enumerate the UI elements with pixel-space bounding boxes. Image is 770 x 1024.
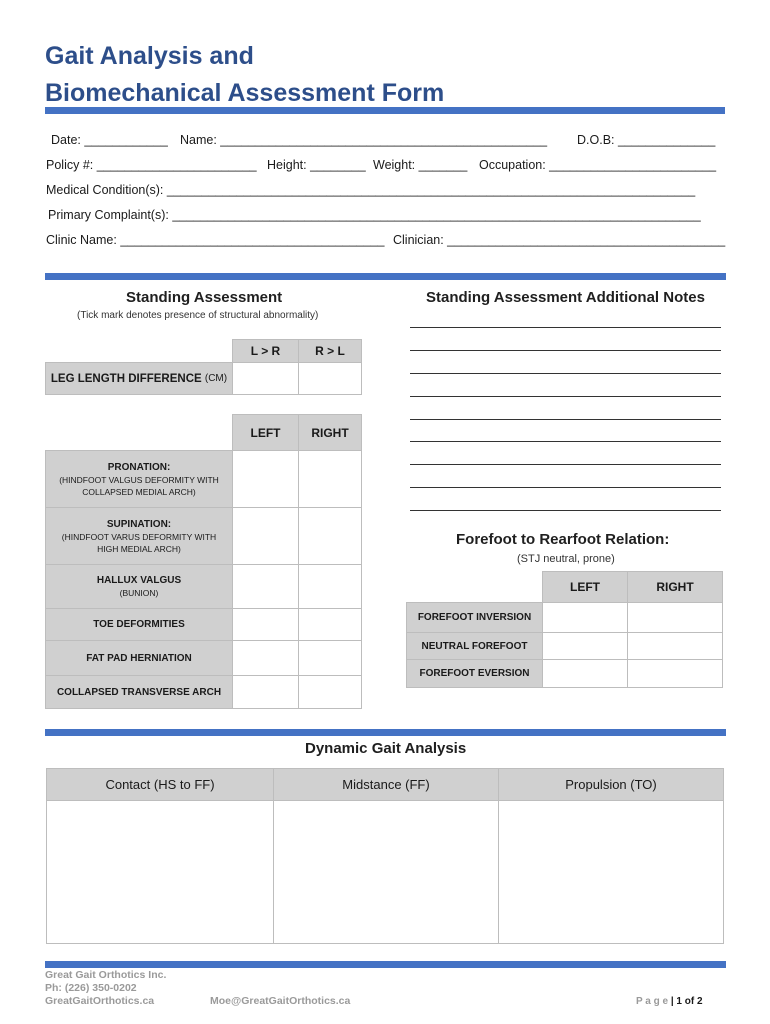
leg-header-r-gt-l: R > L [298, 339, 362, 363]
note-line[interactable] [410, 487, 721, 488]
row-label: FOREFOOT INVERSION [417, 612, 532, 623]
note-line[interactable] [410, 419, 721, 420]
note-line[interactable] [410, 350, 721, 351]
forefoot-row-neutral [406, 632, 543, 660]
abn-header-left: LEFT [232, 414, 299, 451]
weight-field[interactable]: Weight: _______ [373, 158, 468, 172]
supination-right-cell[interactable] [298, 507, 362, 565]
row-sublabel-1: (BUNION) [119, 588, 159, 598]
title-divider [45, 107, 725, 114]
row-sublabel-2: HIGH MEDIAL ARCH) [97, 543, 181, 554]
hallux-right-cell[interactable] [298, 564, 362, 609]
dynamic-header-midstance: Midstance (FF) [273, 768, 499, 801]
midstance-notes-cell[interactable] [273, 800, 499, 944]
row-fat-pad-herniation [45, 640, 233, 676]
notes-title: Standing Assessment Additional Notes [426, 289, 705, 306]
dynamic-header-contact: Contact (HS to FF) [46, 768, 274, 801]
neutral-right-cell[interactable] [627, 632, 723, 660]
title-line-2: Biomechanical Assessment Form [45, 79, 445, 107]
toe-right-cell[interactable] [298, 608, 362, 641]
page-word: P a g e [636, 996, 669, 1007]
dob-field[interactable]: D.O.B: ______________ [577, 133, 716, 147]
leg-length-unit: (CM) [204, 373, 228, 384]
footer-website[interactable]: GreatGaitOrthotics.ca [45, 995, 155, 1007]
row-label: PRONATION: [107, 461, 171, 473]
contact-notes-cell[interactable] [46, 800, 274, 944]
row-label: HALLUX VALGUS [96, 575, 182, 586]
row-hallux-valgus [45, 564, 233, 609]
clinician-field[interactable]: Clinician: ________________________________________ [393, 233, 726, 247]
leg-header-l-gt-r: L > R [232, 339, 299, 363]
section-divider-1 [45, 273, 726, 280]
toe-left-cell[interactable] [232, 608, 299, 641]
standing-assessment-subtitle: (Tick mark denotes presence of structural abnormality) [77, 310, 319, 321]
pronation-left-cell[interactable] [232, 450, 299, 508]
name-field[interactable]: Name: _______________________________________________ [180, 133, 548, 147]
abn-header-right: RIGHT [298, 414, 362, 451]
row-label: SUPINATION: [106, 518, 172, 530]
row-toe-deformities [45, 608, 233, 641]
page-number: | 1 of 2 [670, 996, 703, 1007]
forefoot-subtitle: (STJ neutral, prone) [517, 553, 615, 565]
occupation-field[interactable]: Occupation: ________________________ [479, 158, 717, 172]
dynamic-title: Dynamic Gait Analysis [305, 740, 467, 757]
row-label: TOE DEFORMITIES [93, 619, 185, 630]
row-label: FAT PAD HERNIATION [86, 652, 192, 664]
eversion-left-cell[interactable] [542, 659, 628, 688]
note-line[interactable] [410, 327, 721, 328]
row-sublabel-2: COLLAPSED MEDIAL ARCH) [82, 486, 196, 497]
neutral-left-cell[interactable] [542, 632, 628, 660]
leg-length-label [45, 362, 233, 395]
forefoot-title: Forefoot to Rearfoot Relation: [456, 531, 670, 548]
title-line-1: Gait Analysis and [45, 42, 254, 70]
row-label: COLLAPSED TRANSVERSE ARCH [56, 686, 222, 698]
row-sublabel-1: (HINDFOOT VARUS DEFORMITY WITH [61, 531, 217, 542]
note-line[interactable] [410, 510, 721, 511]
clinic-name-field[interactable]: Clinic Name: ______________________________________ [46, 233, 385, 247]
forefoot-header-right: RIGHT [627, 571, 723, 603]
footer-email[interactable]: Moe@GreatGaitOrthotics.ca [210, 995, 351, 1007]
supination-left-cell[interactable] [232, 507, 299, 565]
note-line[interactable] [410, 396, 721, 397]
forefoot-row-inversion [406, 602, 543, 633]
inversion-right-cell[interactable] [627, 602, 723, 633]
leg-cell-l-gt-r[interactable] [232, 362, 299, 395]
row-pronation [45, 450, 233, 508]
row-collapsed-transverse-arch [45, 675, 233, 709]
note-line[interactable] [410, 441, 721, 442]
row-supination [45, 507, 233, 565]
date-field[interactable]: Date: ____________ [51, 133, 168, 147]
row-label: NEUTRAL FOREFOOT [421, 640, 528, 652]
leg-length-label-text: LEG LENGTH DIFFERENCE [50, 372, 202, 385]
footer-divider [45, 961, 726, 968]
transverse-right-cell[interactable] [298, 675, 362, 709]
footer-company: Great Gait Orthotics Inc. [45, 969, 167, 981]
inversion-left-cell[interactable] [542, 602, 628, 633]
policy-field[interactable]: Policy #: _______________________ [46, 158, 257, 172]
primary-complaint-field[interactable]: Primary Complaint(s): ____________________________________________________________________________ [48, 208, 701, 222]
row-sublabel-1: (HINDFOOT VALGUS DEFORMITY WITH [59, 474, 219, 485]
section-divider-2 [45, 729, 726, 736]
dynamic-header-propulsion: Propulsion (TO) [498, 768, 724, 801]
eversion-right-cell[interactable] [627, 659, 723, 688]
forefoot-row-eversion [406, 659, 543, 688]
forefoot-header-left: LEFT [542, 571, 628, 603]
pronation-right-cell[interactable] [298, 450, 362, 508]
medical-condition-field[interactable]: Medical Condition(s): ____________________________________________________________________________ [46, 183, 696, 197]
row-label: FOREFOOT EVERSION [419, 668, 530, 679]
page-title [45, 38, 444, 112]
fatpad-left-cell[interactable] [232, 640, 299, 676]
transverse-left-cell[interactable] [232, 675, 299, 709]
note-line[interactable] [410, 373, 721, 374]
leg-cell-r-gt-l[interactable] [298, 362, 362, 395]
footer-phone: Ph: (226) 350-0202 [45, 982, 137, 994]
height-field[interactable]: Height: ________ [267, 158, 366, 172]
note-line[interactable] [410, 464, 721, 465]
standing-assessment-title: Standing Assessment [126, 289, 283, 306]
footer-page-label [636, 995, 703, 1008]
hallux-left-cell[interactable] [232, 564, 299, 609]
fatpad-right-cell[interactable] [298, 640, 362, 676]
propulsion-notes-cell[interactable] [498, 800, 724, 944]
